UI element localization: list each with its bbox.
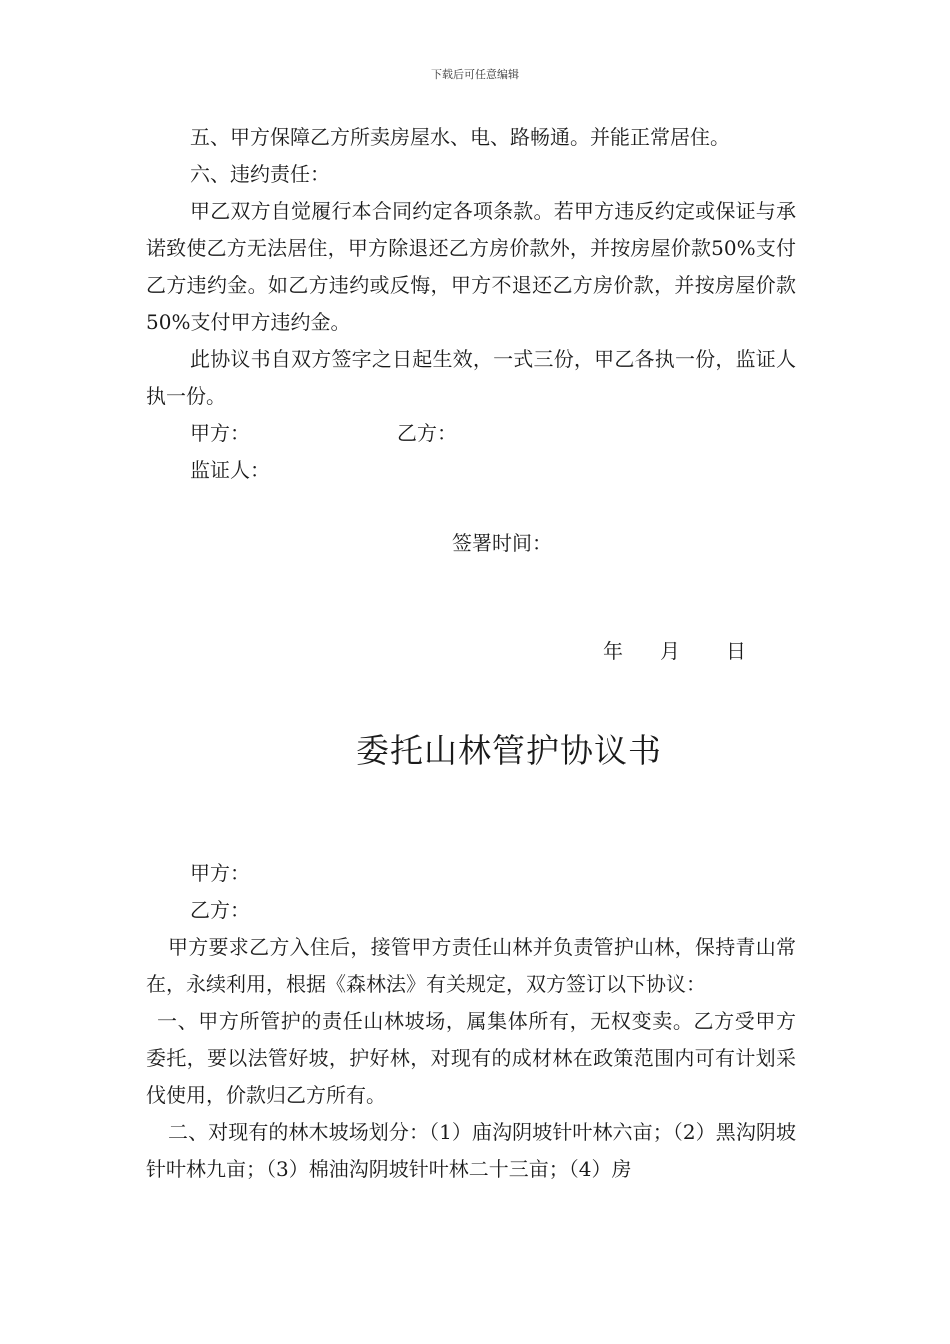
clause-two: 二、对现有的林木坡场划分：（1）庙沟阴坡针叶林六亩；（2）黑沟阴坡针叶林九亩；（3）棉油沟阴坡针叶林二十三亩；（4）房: [146, 1120, 796, 1181]
signature-row: [146, 415, 796, 452]
forest-agreement-section: [146, 855, 796, 1188]
clause-five: 五、甲方保障乙方所卖房屋水、电、路畅通。并能正常居住。: [190, 125, 730, 149]
contract-section: [146, 119, 796, 489]
year-label: 年: [603, 639, 623, 663]
agreement-intro: 甲方要求乙方入住后，接管甲方责任山林并负责管护山林，保持青山常在，永续利用，根据《森林法》有关规定，双方签订以下协议：: [146, 935, 796, 996]
document-title: 委托山林管护协议书: [356, 731, 662, 770]
clause-six-body: 甲乙双方自觉履行本合同约定各项条款。若甲方违反约定或保证与承诺致使乙方无法居住，甲方除退还乙方房价款外，并按房屋价款50%支付乙方违约金。如乙方违约或反悔，甲方不退还乙方房价款，并按房屋价款50%支付甲方违约金。: [146, 199, 796, 334]
party-a-label: 甲方：: [190, 421, 250, 445]
effective-clause: 此协议书自双方签字之日起生效，一式三份，甲乙各执一份，监证人执一份。: [146, 347, 796, 408]
month-label: 月: [660, 639, 680, 663]
day-label: 日: [726, 639, 746, 663]
page-header: 下载后可任意编辑: [431, 68, 519, 81]
date-row: [603, 633, 746, 670]
party-b-label: 乙方：: [397, 421, 457, 445]
clause-six-heading: 六、违约责任：: [190, 162, 330, 186]
clause-one: 一、甲方所管护的责任山林坡场，属集体所有，无权变卖。乙方受甲方委托，要以法管好坡，护好林，对现有的成材林在政策范围内可有计划采伐使用，价款归乙方所有。: [146, 1009, 796, 1107]
witness-label: 监证人：: [190, 458, 270, 482]
party-b-label-2: 乙方：: [190, 898, 250, 922]
party-a-label-2: 甲方：: [190, 861, 250, 885]
sign-time-label: 签署时间：: [452, 531, 552, 555]
